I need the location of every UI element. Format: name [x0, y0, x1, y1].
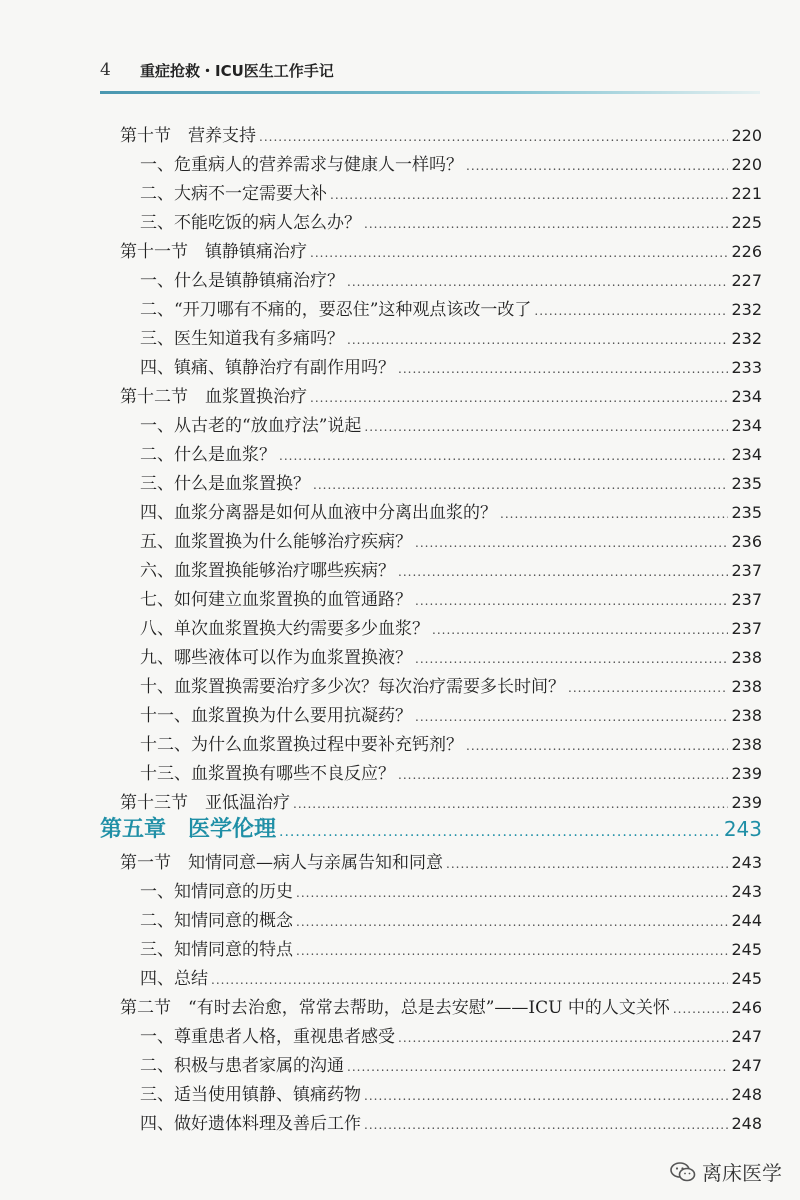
toc-leader-dots [466, 735, 728, 757]
toc-item [140, 676, 762, 699]
toc-page-number: 245 [731, 940, 762, 959]
toc-leader-dots [279, 817, 721, 847]
toc-page-number: 234 [731, 416, 762, 435]
page-number: 4 [100, 60, 111, 80]
toc-leader-dots [279, 445, 728, 467]
toc-leader-dots [432, 619, 728, 641]
toc-item [140, 968, 762, 991]
toc-label: 第二节 “有时去治愈，常常去帮助，总是去安慰”——ICU 中的人文关怀 [120, 998, 670, 1018]
toc-item [140, 531, 762, 554]
toc-label: 八、单次血浆置换大约需要多少血浆？ [140, 619, 429, 639]
toc-label: 二、知情同意的概念 [140, 911, 293, 931]
toc-leader-dots [673, 998, 729, 1020]
toc-chapter [100, 814, 762, 847]
toc-section [120, 997, 762, 1020]
toc-page-number: 247 [731, 1056, 762, 1075]
toc-label: 二、大病不一定需要大补 [140, 184, 327, 204]
wechat-icon [670, 1162, 696, 1182]
toc-section [120, 792, 762, 815]
toc-page-number: 239 [731, 793, 762, 812]
toc-page-number: 232 [731, 329, 762, 348]
toc-item [140, 270, 762, 293]
toc-leader-dots [364, 213, 728, 235]
toc-leader-dots [415, 706, 728, 728]
toc-page-number: 247 [731, 1027, 762, 1046]
toc-leader-dots [500, 503, 728, 525]
toc-leader-dots [364, 1114, 728, 1136]
toc-leader-dots [296, 940, 728, 962]
toc-item [140, 618, 762, 641]
toc-label: 四、镇痛、镇静治疗有副作用吗？ [140, 358, 395, 378]
toc-leader-dots [415, 648, 728, 670]
toc-page-number: 238 [731, 735, 762, 754]
toc-leader-dots [568, 677, 728, 699]
toc-page-number: 226 [731, 242, 762, 261]
toc-label: 十、血浆置换需要治疗多少次？每次治疗需要多长时间？ [140, 677, 565, 697]
header-rule [100, 91, 760, 94]
toc-page-number: 243 [723, 817, 762, 841]
toc-label: 三、什么是血浆置换？ [140, 474, 310, 494]
toc-label: 一、从古老的“放血疗法”说起 [140, 416, 362, 436]
toc-item [140, 183, 762, 206]
toc-leader-dots [310, 242, 728, 264]
toc-item [140, 1055, 762, 1078]
toc-leader-dots [364, 1085, 728, 1107]
watermark-text: 离床医学 [702, 1161, 782, 1185]
toc-page-number: 238 [731, 648, 762, 667]
toc-item [140, 502, 762, 525]
toc-leader-dots [259, 126, 728, 148]
toc-leader-dots [398, 561, 728, 583]
toc-leader-dots [398, 1027, 728, 1049]
toc-label: 一、尊重患者人格，重视患者感受 [140, 1027, 395, 1047]
toc-label: 一、危重病人的营养需求与健康人一样吗？ [140, 155, 463, 175]
toc-leader-dots [466, 155, 728, 177]
toc-item [140, 763, 762, 786]
toc-item [140, 154, 762, 177]
toc-label: 三、不能吃饭的病人怎么办？ [140, 213, 361, 233]
toc-leader-dots [534, 300, 728, 322]
toc-page-number: 248 [731, 1085, 762, 1104]
toc-label: 一、知情同意的历史 [140, 882, 293, 902]
toc-item [140, 589, 762, 612]
toc-section [120, 386, 762, 409]
toc-label: 二、积极与患者家属的沟通 [140, 1056, 344, 1076]
toc-item [140, 212, 762, 235]
toc-page-number: 243 [731, 882, 762, 901]
toc-label: 第一节 知情同意—病人与亲属告知和同意 [120, 853, 443, 873]
toc-label: 九、哪些液体可以作为血浆置换液？ [140, 648, 412, 668]
toc-page-number: 235 [731, 503, 762, 522]
toc-label: 十二、为什么血浆置换过程中要补充钙剂？ [140, 735, 463, 755]
toc-label: 四、做好遗体料理及善后工作 [140, 1114, 361, 1134]
toc-page-number: 238 [731, 706, 762, 725]
toc-leader-dots [313, 474, 728, 496]
toc-label: 第十三节 亚低温治疗 [120, 793, 290, 813]
toc-page-number: 237 [731, 619, 762, 638]
toc-item [140, 647, 762, 670]
toc-leader-dots [446, 853, 728, 875]
toc-item [140, 299, 762, 322]
toc-leader-dots [398, 764, 728, 786]
toc-item [140, 328, 762, 351]
toc-leader-dots [296, 911, 728, 933]
toc-page-number: 237 [731, 561, 762, 580]
toc-leader-dots [211, 969, 728, 991]
toc-leader-dots [296, 882, 728, 904]
toc-label: 二、“开刀哪有不痛的，要忍住”这种观点该改一改了 [140, 300, 532, 320]
toc-leader-dots [415, 590, 728, 612]
toc-item [140, 1084, 762, 1107]
toc-page-number: 239 [731, 764, 762, 783]
toc-label: 第十节 营养支持 [120, 126, 256, 146]
toc-label: 三、知情同意的特点 [140, 940, 293, 960]
toc-label: 七、如何建立血浆置换的血管通路？ [140, 590, 412, 610]
toc-leader-dots [310, 387, 728, 409]
toc-page-number: 233 [731, 358, 762, 377]
toc-section [120, 125, 762, 148]
page-header [100, 56, 334, 84]
toc-page-number: 220 [731, 155, 762, 174]
toc-label: 六、血浆置换能够治疗哪些疾病？ [140, 561, 395, 581]
toc-item [140, 415, 762, 438]
toc-page-number: 243 [731, 853, 762, 872]
toc-item [140, 560, 762, 583]
toc-leader-dots [347, 329, 728, 351]
toc-page-number: 235 [731, 474, 762, 493]
toc-section [120, 241, 762, 264]
book-title: 重症抢救・ICU医生工作手记 [140, 61, 334, 80]
toc-label: 三、医生知道我有多痛吗？ [140, 329, 344, 349]
toc-section [120, 852, 762, 875]
toc-page-number: 220 [731, 126, 762, 145]
toc-label: 二、什么是血浆？ [140, 445, 276, 465]
toc-item [140, 444, 762, 467]
toc-page-number: 238 [731, 677, 762, 696]
toc-page-number: 221 [731, 184, 762, 203]
toc-page-number: 234 [731, 445, 762, 464]
toc-leader-dots [347, 271, 728, 293]
toc-label: 第五章 医学伦理 [100, 816, 277, 842]
toc-label: 三、适当使用镇静、镇痛药物 [140, 1085, 361, 1105]
toc-page-number: 232 [731, 300, 762, 319]
toc-leader-dots [364, 416, 728, 438]
toc-item [140, 1113, 762, 1136]
toc-leader-dots [330, 184, 728, 206]
toc-page-number: 234 [731, 387, 762, 406]
toc-label: 一、什么是镇静镇痛治疗？ [140, 271, 344, 291]
toc-label: 第十二节 血浆置换治疗 [120, 387, 307, 407]
toc-label: 四、血浆分离器是如何从血液中分离出血浆的？ [140, 503, 497, 523]
toc-item [140, 734, 762, 757]
toc-label: 第十一节 镇静镇痛治疗 [120, 242, 307, 262]
toc-page-number: 236 [731, 532, 762, 551]
toc-item [140, 881, 762, 904]
toc-leader-dots [347, 1056, 728, 1078]
toc-leader-dots [293, 793, 728, 815]
toc-label: 四、总结 [140, 969, 208, 989]
toc-leader-dots [398, 358, 728, 380]
toc-page-number: 225 [731, 213, 762, 232]
toc-item [140, 357, 762, 380]
toc-label: 十三、血浆置换有哪些不良反应？ [140, 764, 395, 784]
toc-page-number: 244 [731, 911, 762, 930]
toc-item [140, 705, 762, 728]
toc-page-number: 227 [731, 271, 762, 290]
toc-label: 五、血浆置换为什么能够治疗疾病？ [140, 532, 412, 552]
toc-item [140, 1026, 762, 1049]
toc-item [140, 910, 762, 933]
toc-page-number: 245 [731, 969, 762, 988]
toc-item [140, 939, 762, 962]
toc-page-number: 248 [731, 1114, 762, 1133]
toc-page-number: 246 [731, 998, 762, 1017]
toc-page-number: 237 [731, 590, 762, 609]
watermark [670, 1157, 782, 1186]
toc-item [140, 473, 762, 496]
toc-leader-dots [415, 532, 728, 554]
toc-label: 十一、血浆置换为什么要用抗凝药？ [140, 706, 412, 726]
